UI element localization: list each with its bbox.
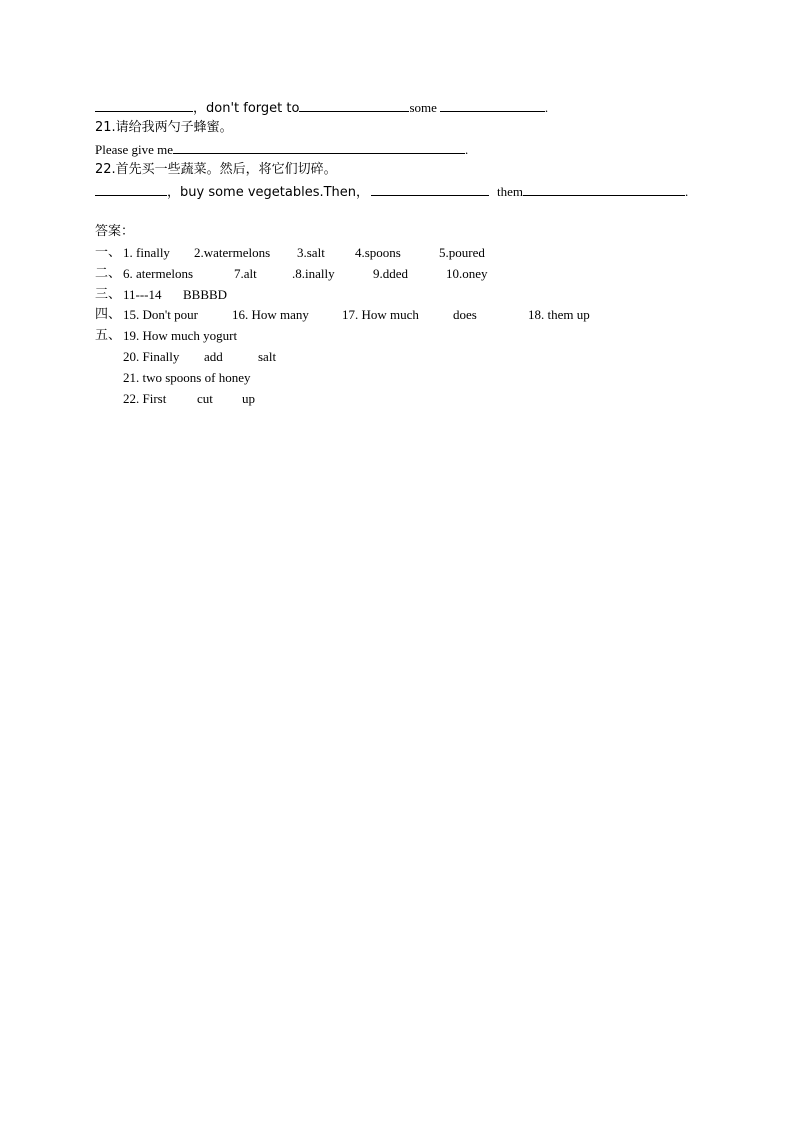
answer-item: 19. How much yogurt (123, 328, 238, 343)
q20-blank-3[interactable] (440, 98, 545, 112)
answer-item: 6. atermelons (123, 266, 194, 281)
answer-item: 3.salt (297, 245, 325, 260)
q20-blank-2[interactable] (299, 98, 409, 112)
answer-item: 22. First (123, 391, 167, 406)
answer-item: 20. Finally (123, 349, 180, 364)
answer-item: add (204, 349, 223, 364)
answer-item: 17. How much (342, 307, 419, 322)
q20-blank-1[interactable] (95, 98, 193, 112)
answer-item: does (453, 307, 477, 322)
answer-item: 1. finally (123, 245, 170, 260)
answer-item: 15. Don't pour (123, 307, 198, 322)
answer-item: .8.inally (292, 266, 335, 281)
answer-item: 21. two spoons of honey (123, 370, 251, 385)
row-number: 四、 (95, 307, 122, 322)
q20-line: ，don't forget to some . (95, 98, 548, 118)
answer-item: cut (197, 391, 213, 406)
answer-item: 18. them up (528, 307, 590, 322)
q22-blank-3[interactable] (523, 182, 685, 196)
answer-item: 5.poured (439, 245, 485, 260)
q22-blank-1[interactable] (95, 182, 167, 196)
q22-blank-2[interactable] (371, 182, 489, 196)
answer-item: BBBBD (183, 287, 228, 302)
answer-item: salt (258, 349, 277, 364)
answer-item: 7.alt (234, 266, 257, 281)
q21-blank[interactable] (173, 140, 465, 154)
answer-item: 16. How many (232, 307, 309, 322)
row-number: 二、 (95, 266, 122, 281)
row-number: 三、 (95, 287, 122, 302)
answer-item: 2.watermelons (194, 245, 271, 260)
row-number: 一、 (95, 245, 122, 260)
answer-item: 11---14 (123, 287, 162, 302)
q22-prompt: 22.首先买一些蔬菜。然后，将它们切碎。 (95, 162, 337, 177)
answer-item: 4.spoons (355, 245, 401, 260)
answer-item: 10.oney (446, 266, 488, 281)
q21-prompt: 21.请给我两勺子蜂蜜。 (95, 120, 233, 135)
answer-item: up (242, 391, 255, 406)
answers-heading: 答案： (95, 224, 135, 239)
row-number: 五、 (95, 328, 122, 343)
q21-answer-line: Please give me . (95, 142, 469, 157)
answer-item: 9.dded (373, 266, 409, 281)
q22-answer-line: ，buy some vegetables.Then， them . (95, 182, 688, 202)
